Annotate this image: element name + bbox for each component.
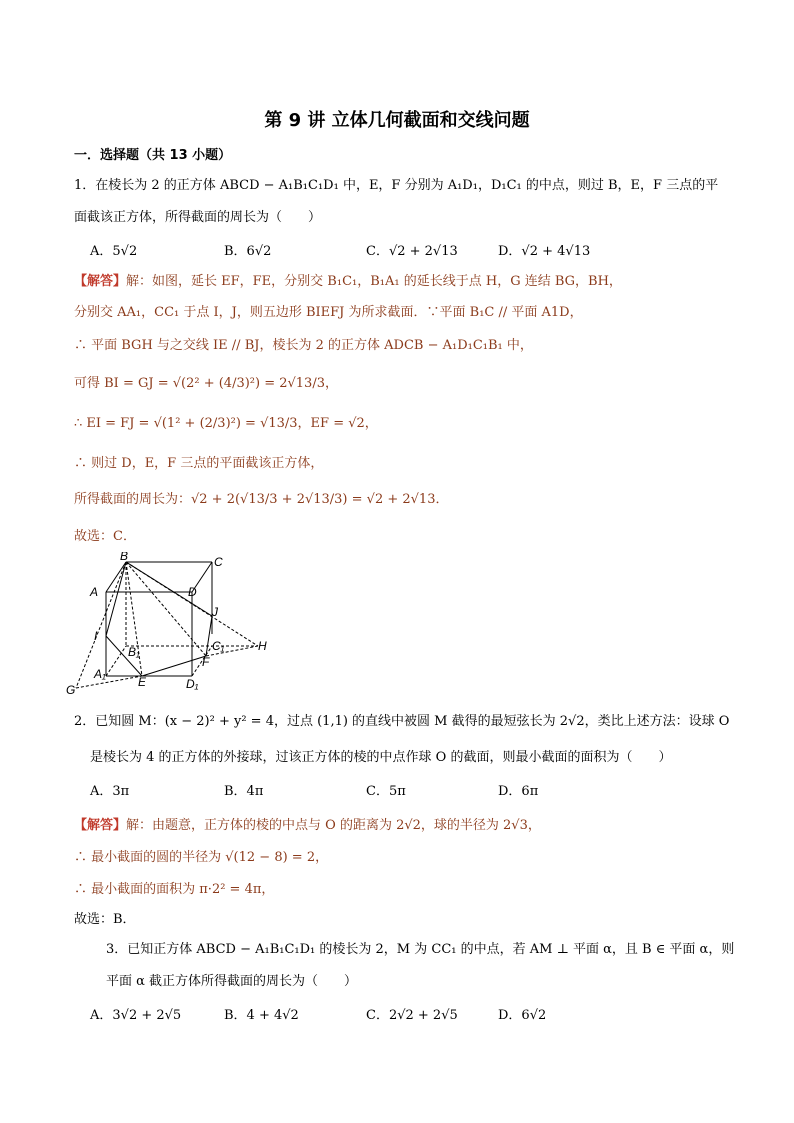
fig-label-g: G (66, 683, 76, 697)
q3-option-a[interactable]: A．3√2 + 2√5 (90, 1008, 182, 1023)
fig-label-e: E (138, 675, 147, 689)
q1-sol-text-7: 所得截面的周长为：√2 + 2(√13/3 + 2√13/3) = √2 + 2√13． (74, 492, 449, 507)
q2-solution-line1 (74, 816, 541, 836)
answer-tag: 【解答】 (74, 274, 127, 289)
fig-label-a1: A₁ (94, 667, 106, 681)
q1-sol-text-6: ∴ 则过 D，E，F 三点的平面截该正方体， (74, 456, 324, 471)
q1-solution-line1 (74, 272, 622, 292)
q3-option-c[interactable]: C．2√2 + 2√5 (366, 1008, 458, 1023)
q2-sol-text-1: 解：由题意，正方体的棱的中点与 O 的距离为 2√2，球的半径为 2√3， (126, 818, 541, 833)
q2-option-a[interactable]: A．3π (90, 784, 130, 799)
q1-choice: 故选：C． (74, 529, 136, 544)
fig-label-i: I (94, 629, 98, 643)
q1-sol-text-2: 分别交 AA₁，CC₁ 于点 I，J，则五边形 BIEFJ 为所求截面．∵平面 B₁C // 平面 A1D， (74, 305, 583, 320)
section-heading: 一．选择题（共 13 小题） (74, 148, 232, 163)
q2-option-d[interactable]: D．6π (498, 784, 539, 799)
fig-label-c1: C₁ (212, 639, 225, 653)
q1-option-b[interactable]: B．6√2 (224, 244, 272, 259)
fig-label-a: A (90, 585, 99, 599)
fig-label-c: C (214, 555, 223, 569)
fig-label-f: F (202, 655, 210, 669)
q1-sol-text-1: 解：如图，延长 EF，FE，分别交 B₁C₁，B₁A₁ 的延长线于点 H，G 连结 BG，BH， (126, 274, 622, 289)
q2-sol-text-2: ∴ 最小截面的圆的半径为 √(12 − 8) = 2， (74, 850, 329, 865)
fig-label-b1: B₁ (128, 645, 140, 659)
q1-sol-text-4: 可得 BI = GJ = √(2² + (4/3)²) = 2√13/3， (74, 376, 338, 391)
fig-label-b: B (120, 552, 129, 563)
fig-label-d: D (188, 585, 197, 599)
q1-option-a[interactable]: A．5√2 (90, 244, 138, 259)
q1-sol-text-3: ∴ 平面 BGH 与之交线 IE // BJ，棱长为 2 的正方体 ADCB − A₁D₁C₁B₁ 中， (74, 338, 533, 353)
q3-stem-line1: 3．已知正方体 ABCD − A₁B₁C₁D₁ 的棱长为 2，M 为 CC₁ 的中点，若 AM ⊥ 平面 α，且 B ∈ 平面 α，则 (106, 942, 735, 957)
page-title: 第 9 讲 立体几何截面和交线问题 (264, 110, 530, 131)
answer-tag: 【解答】 (74, 818, 127, 833)
q2-option-b[interactable]: B．4π (224, 784, 264, 799)
fig-label-d1: D₁ (186, 677, 199, 691)
q3-option-b[interactable]: B．4 + 4√2 (224, 1008, 299, 1023)
q2-sol-text-3: ∴ 最小截面的面积为 π·2² = 4π， (74, 882, 275, 897)
q3-option-d[interactable]: D．6√2 (498, 1008, 547, 1023)
q1-option-d[interactable]: D．√2 + 4√13 (498, 244, 591, 259)
cube-section-figure (66, 552, 286, 698)
q2-option-c[interactable]: C．5π (366, 784, 406, 799)
q1-sol-text-5: ∴ EI = FJ = √(1² + (2/3)²) = √13/3，EF = √2， (74, 416, 378, 431)
q2-stem-line1: 2．已知圆 M：(x − 2)² + y² = 4，过点 (1,1) 的直线中被圆 M 截得的最短弦长为 2√2，类比上述方法：设球 O (74, 714, 730, 729)
fig-label-h: H (258, 639, 267, 653)
q1-stem-line2: 面截该正方体，所得截面的周长为（ ） (74, 210, 322, 225)
q2-stem-line2: 是棱长为 4 的正方体的外接球，过该正方体的棱的中点作球 O 的截面，则最小截面的面积为（ ） (90, 750, 672, 765)
q2-choice: 故选：B． (74, 912, 136, 927)
q3-stem-line2: 平面 α 截正方体所得截面的周长为（ ） (106, 974, 358, 989)
q1-stem-line1: 1．在棱长为 2 的正方体 ABCD − A₁B₁C₁D₁ 中，E，F 分别为 A₁D₁，D₁C₁ 的中点，则过 B，E，F 三点的平 (74, 178, 719, 193)
fig-label-j: J (212, 605, 218, 619)
q1-option-c[interactable]: C．√2 + 2√13 (366, 244, 458, 259)
